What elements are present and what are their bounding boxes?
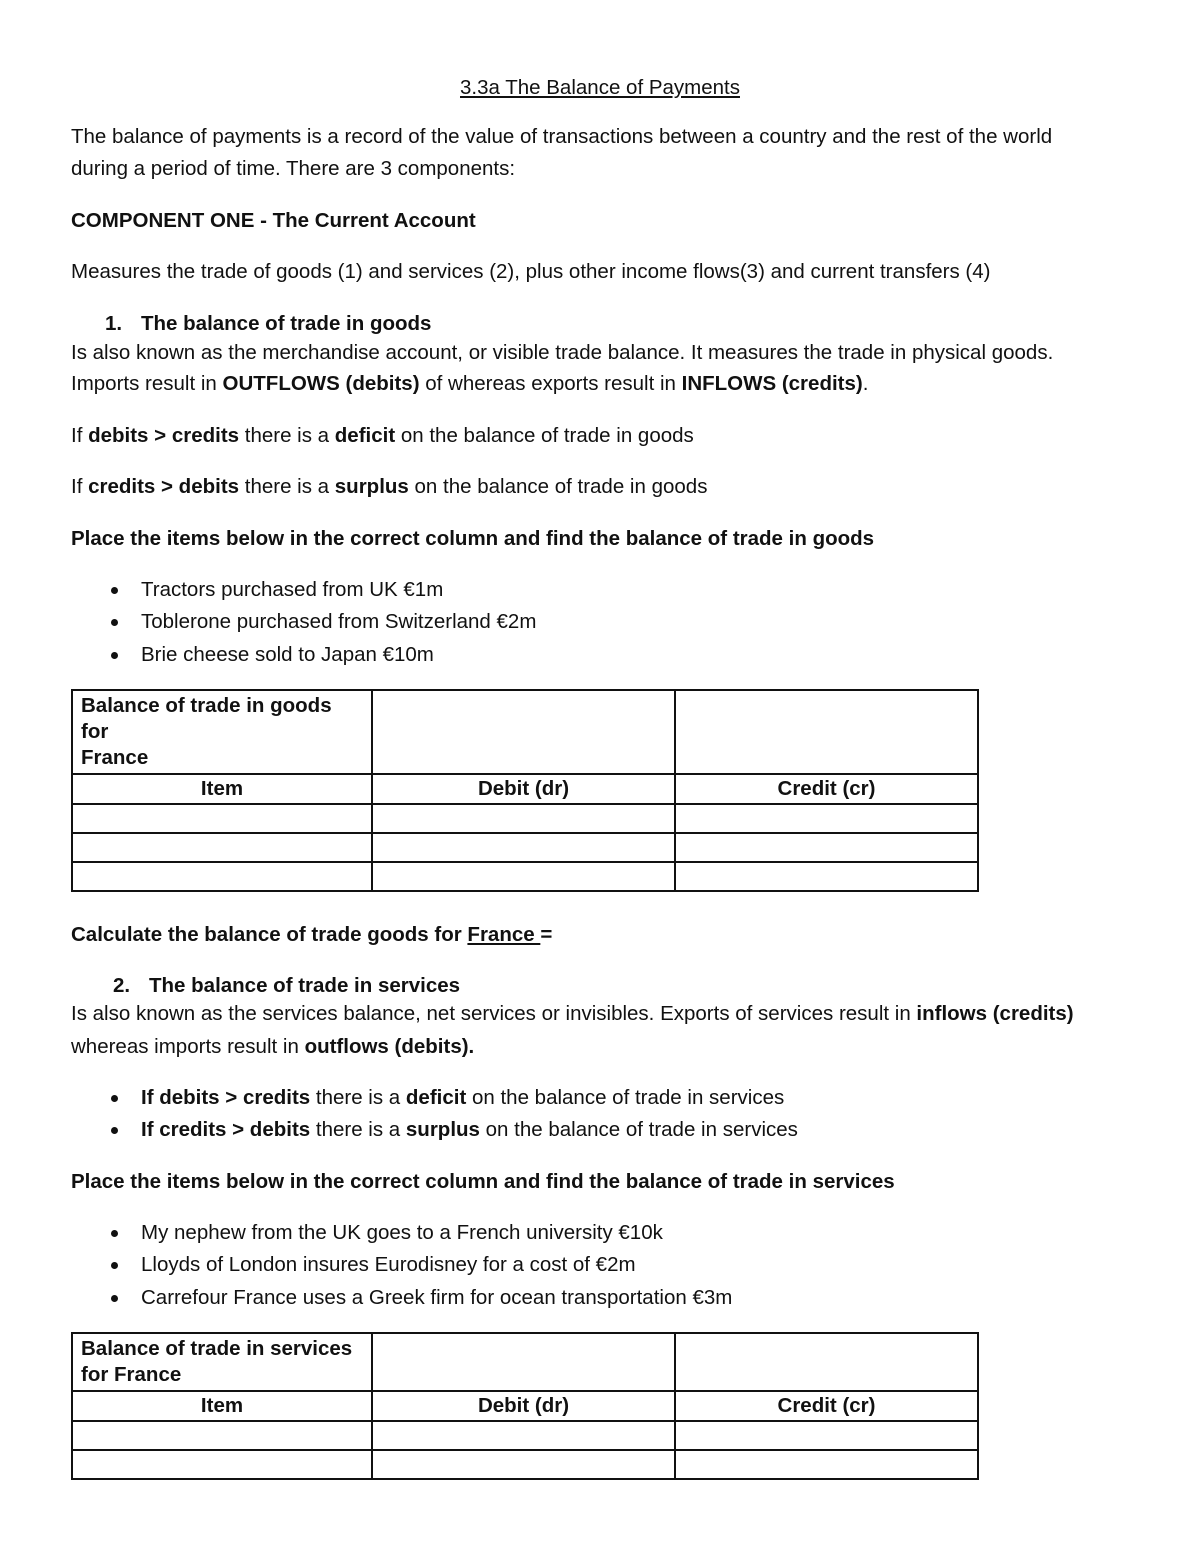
goods-desc-line-1: Is also known as the merchandise account, or visible trade balance. It measures the trade in physical goods.: [71, 341, 1054, 364]
table-cell[interactable]: [675, 690, 978, 774]
page-title: 3.3a The Balance of Payments: [460, 76, 740, 99]
column-header-item: Item: [72, 774, 372, 804]
table-cell[interactable]: [675, 1421, 978, 1450]
table-caption-row: [72, 690, 978, 774]
table-header-row: [72, 1391, 978, 1421]
services-item: My nephew from the UK goes to a French university €10k: [141, 1221, 663, 1244]
bullet-icon: [111, 619, 118, 626]
services-section-number: 2.: [113, 974, 131, 997]
goods-section-number: 1.: [105, 312, 123, 335]
table-header-row: [72, 774, 978, 804]
column-header-debit: Debit (dr): [372, 1391, 675, 1421]
column-header-credit: Credit (cr): [675, 774, 978, 804]
table-caption-cell: Balance of trade in goods for France: [72, 690, 372, 774]
table-cell[interactable]: [372, 862, 675, 891]
goods-balance-table: [71, 689, 979, 892]
goods-item: Brie cheese sold to Japan €10m: [141, 643, 434, 666]
column-header-debit: Debit (dr): [372, 774, 675, 804]
table-row: [72, 804, 978, 833]
services-section-heading: The balance of trade in services: [149, 974, 461, 997]
services-balance-table: [71, 1332, 979, 1480]
table-cell[interactable]: [72, 1421, 372, 1450]
table-cell[interactable]: [675, 833, 978, 862]
goods-item: Toblerone purchased from Switzerland €2m: [141, 610, 537, 633]
bullet-icon: [111, 652, 118, 659]
table-cell[interactable]: [372, 1333, 675, 1391]
table-caption-cell: Balance of trade in services for France: [72, 1333, 372, 1391]
services-desc-line-1: Is also known as the services balance, net services or invisibles. Exports of services result in inflows (credits): [71, 1002, 1074, 1025]
table-cell[interactable]: [72, 833, 372, 862]
services-item: Carrefour France uses a Greek firm for ocean transportation €3m: [141, 1286, 733, 1309]
table-row: [72, 1421, 978, 1450]
table-caption-row: [72, 1333, 978, 1391]
table-row: [72, 1450, 978, 1479]
goods-rule-deficit: If debits > credits there is a deficit on the balance of trade in goods: [71, 424, 694, 447]
goods-rule-surplus: If credits > debits there is a surplus on the balance of trade in goods: [71, 475, 708, 498]
bullet-icon: [111, 1127, 118, 1134]
table-cell[interactable]: [72, 1450, 372, 1479]
table-cell[interactable]: [372, 804, 675, 833]
services-rule-surplus: If credits > debits there is a surplus on the balance of trade in services: [141, 1118, 798, 1141]
intro-line-1: The balance of payments is a record of the value of transactions between a country and the rest of the world: [71, 125, 1053, 148]
component-heading: COMPONENT ONE - The Current Account: [71, 209, 476, 232]
services-instruction: Place the items below in the correct column and find the balance of trade in services: [71, 1170, 895, 1193]
table-cell[interactable]: [72, 804, 372, 833]
bullet-icon: [111, 1230, 118, 1237]
table-cell[interactable]: [372, 1421, 675, 1450]
table-cell[interactable]: [675, 804, 978, 833]
bullet-icon: [111, 587, 118, 594]
column-header-credit: Credit (cr): [675, 1391, 978, 1421]
goods-desc-line-2: Imports result in OUTFLOWS (debits) of whereas exports result in INFLOWS (credits).: [71, 372, 869, 395]
column-header-item: Item: [72, 1391, 372, 1421]
goods-item: Tractors purchased from UK €1m: [141, 578, 444, 601]
goods-section-heading: The balance of trade in goods: [141, 312, 432, 335]
table-cell[interactable]: [675, 1333, 978, 1391]
table-row: [72, 833, 978, 862]
goods-instruction: Place the items below in the correct column and find the balance of trade in goods: [71, 527, 875, 550]
table-row: [72, 862, 978, 891]
table-cell[interactable]: [372, 690, 675, 774]
measures-text: Measures the trade of goods (1) and services (2), plus other income flows(3) and current transfers (4): [71, 260, 991, 283]
intro-line-2: during a period of time. There are 3 components:: [71, 157, 516, 180]
services-item: Lloyds of London insures Eurodisney for a cost of €2m: [141, 1253, 636, 1276]
bullet-icon: [111, 1295, 118, 1302]
table-cell[interactable]: [72, 862, 372, 891]
table-cell[interactable]: [675, 862, 978, 891]
bullet-icon: [111, 1262, 118, 1269]
bullet-icon: [111, 1095, 118, 1102]
table-cell[interactable]: [372, 833, 675, 862]
services-rule-deficit: If debits > credits there is a deficit on the balance of trade in services: [141, 1086, 785, 1109]
goods-calculate-prompt: Calculate the balance of trade goods for France =: [71, 923, 553, 946]
table-cell[interactable]: [372, 1450, 675, 1479]
services-desc-line-2: whereas imports result in outflows (debits).: [71, 1035, 475, 1058]
table-cell[interactable]: [675, 1450, 978, 1479]
